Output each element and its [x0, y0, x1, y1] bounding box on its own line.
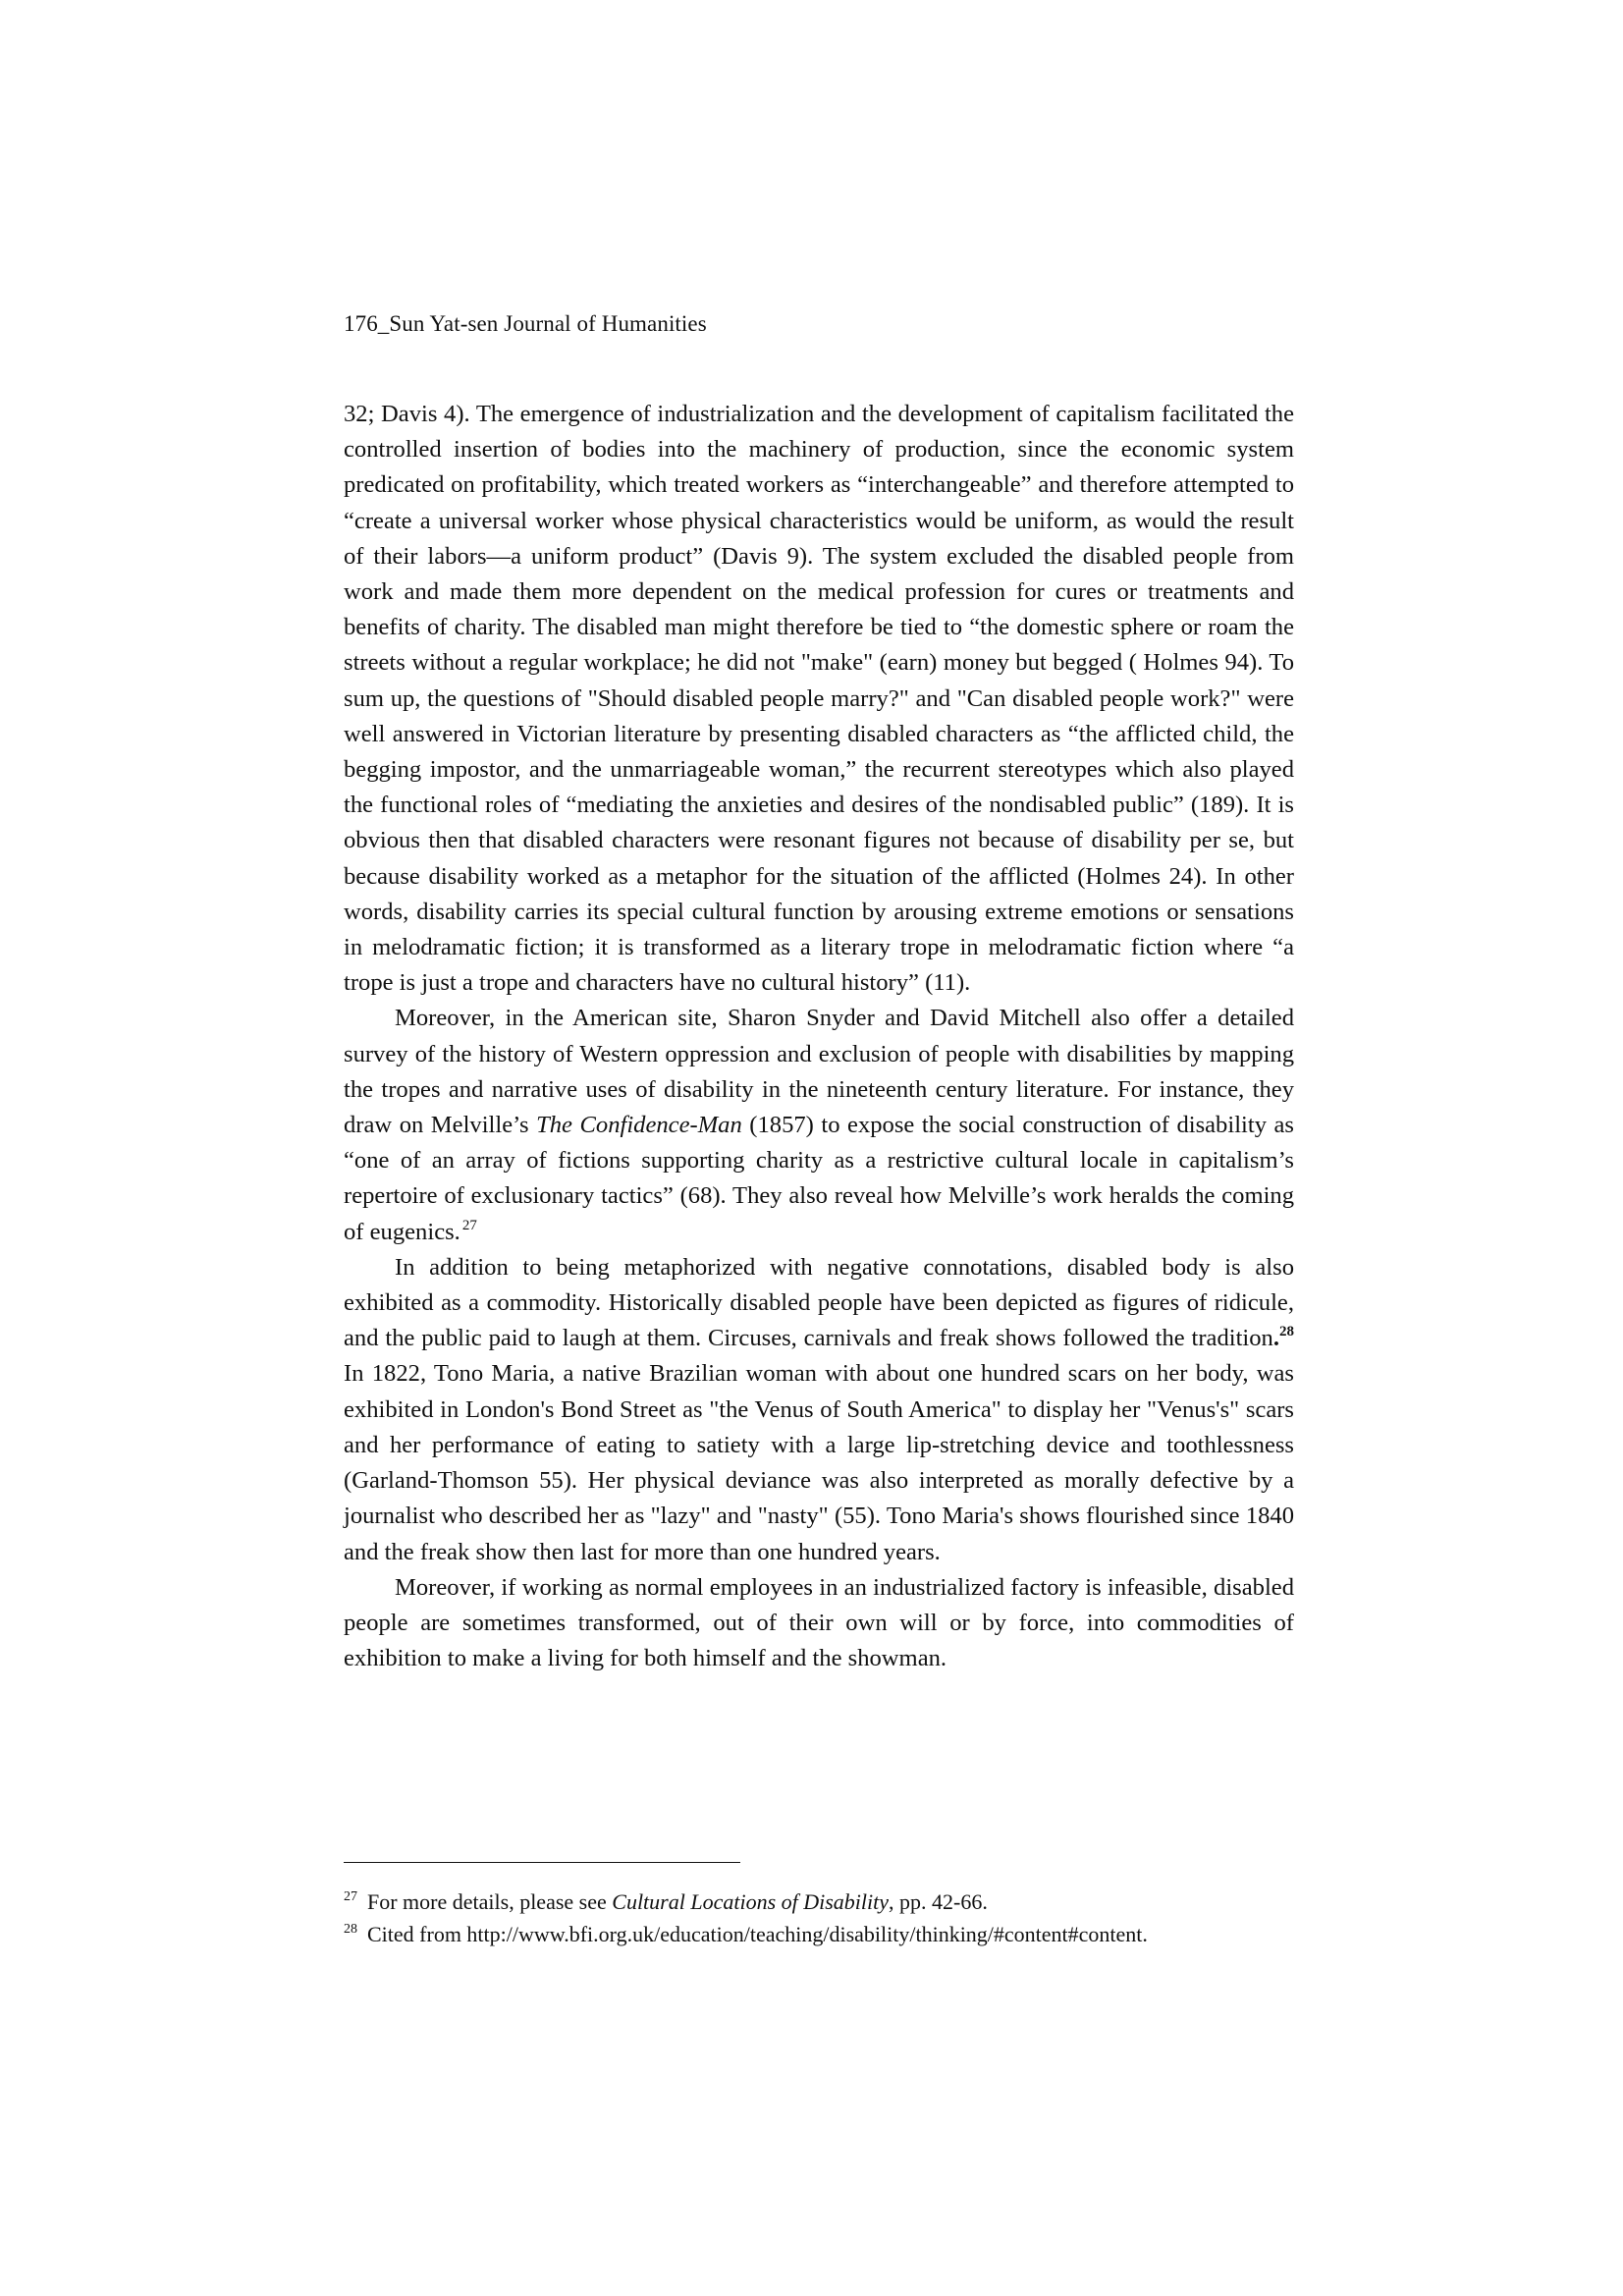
footnote-number: 28 — [344, 1922, 357, 1937]
footnote-text: , pp. 42-66. — [889, 1889, 988, 1914]
footnote-divider — [344, 1862, 740, 1863]
footnote-number: 27 — [344, 1889, 357, 1904]
paragraph-text: Moreover, in the American site, Sharon Snyder and David Mitchell also offer a detailed survey of the history of Western oppression and exclusion of people with disabilities by mapping the tropes and narrative uses of disability in the nineteenth century literature. For instance, they draw on Melville’s — [344, 1005, 1294, 1139]
running-header: 176_Sun Yat-sen Journal of Humanities — [344, 311, 707, 336]
paragraph-text: In addition to being metaphorized with negative connotations, disabled body is also exhibited as a commodity. Historically disabled people have been depicted as figures of ridicule, and the public paid to laugh at them. Circuses, carnivals and freak shows followed the tradition — [344, 1253, 1294, 1352]
paragraph-melville — [344, 1001, 1294, 1249]
footnote-text: For more details, please see — [367, 1889, 613, 1914]
paragraph-exhibition — [344, 1250, 1294, 1570]
footnotes — [344, 1886, 1306, 1950]
footnote-book-title: Cultural Locations of Disability — [612, 1889, 890, 1914]
footnote-ref-27[interactable]: 27 — [461, 1217, 477, 1233]
footnote-ref-28[interactable]: 28 — [1279, 1324, 1294, 1340]
footnote-27 — [344, 1886, 1306, 1918]
footnote-text: Cited from http://www.bfi.org.uk/education/teaching/disability/thinking/#content#content. — [367, 1922, 1148, 1946]
bold-period: . — [1272, 1325, 1279, 1352]
body-text — [344, 397, 1294, 1676]
paragraph-text: In 1822, Tono Maria, a native Brazilian woman with about one hundred scars on her body, was exhibited in London's Bond Street as "the Venus of South America" to display her "Venus's" scars and her performance of eating to satiety with a large lip-stretching device and toothlessness (Garland-Thomson 55). Her physical deviance was also interpreted as morally defective by a journalist who described her as "lazy" and "nasty" (55). Tono Maria's shows flourished since 1840 and the freak show then last for more than one hundred years. — [344, 1360, 1294, 1565]
footnote-28 — [344, 1918, 1306, 1950]
book-title: The Confidence-Man — [536, 1112, 742, 1139]
paragraph-commodities: Moreover, if working as normal employees in an industrialized factory is infeasible, disabled people are sometimes transformed, out of their own will or by force, into commodities of exhibition to make a living for both himself and the showman. — [344, 1573, 1294, 1672]
paragraph-continued: 32; Davis 4). The emergence of industrialization and the development of capitalism facilitated the controlled insertion of bodies into the machinery of production, since the economic system predicated on profitability, which treated workers as “interchangeable” and therefore attempted to “create a universal worker whose physical characteristics would be uniform, as would the result of their labors—a uniform product” (Davis 9). The system excluded the disabled people from work and made them more dependent on the medical profession for cures or treatments and benefits of charity. The disabled man might therefore be tied to “the domestic sphere or roam the streets without a regular workplace; he did not "make" (earn) money but begged ( Holmes 94). To sum up, the questions of "Should disabled people marry?" and "Can disabled people work?" were well answered in Victorian literature by presenting disabled characters as “the afflicted child, the begging impostor, and the unmarriageable woman,” the recurrent stereotypes which also played the functional roles of “mediating the anxieties and desires of the nondisabled public” (189). It is obvious then that disabled characters were resonant figures not because of disability per se, but because disability worked as a metaphor for the situation of the afflicted (Holmes 24). In other words, disability carries its special cultural function by arousing extreme emotions or sensations in melodramatic fiction; it is transformed as a literary trope in melodramatic fiction where “a trope is just a trope and characters have no cultural history” (11). — [344, 401, 1294, 997]
paragraph-text: (1857) to expose the social construction of disability as “one of an array of fictions supporting charity as a restrictive cultural locale in capitalism’s repertoire of exclusionary tactics” (68). They also reveal how Melville’s work heralds the coming of eugenics. — [344, 1112, 1294, 1245]
